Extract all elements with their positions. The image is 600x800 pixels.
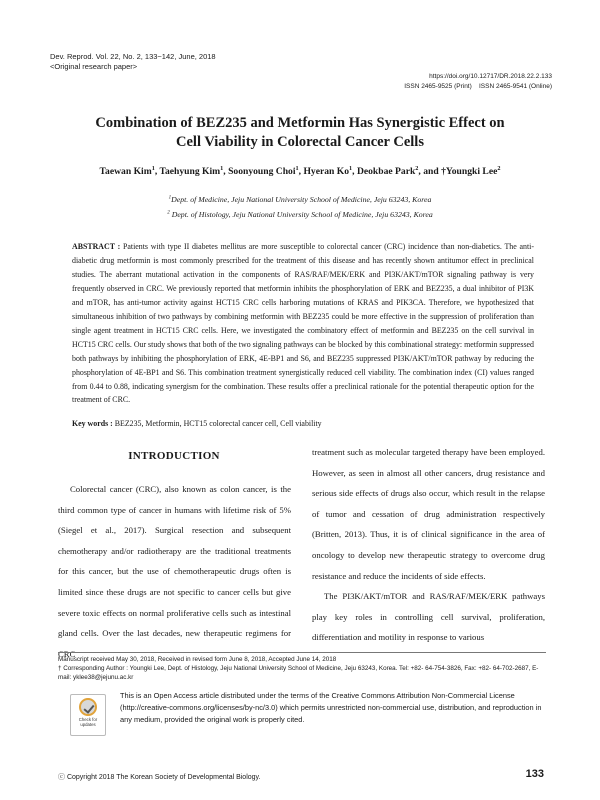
- article-type: <Original research paper>: [50, 62, 138, 71]
- intro-paragraph: treatment such as molecular targeted therapy have been employed. However, as seen in almost all other cancers, drug resistance and serious side effects of drugs also occur, which result in the relapse of tumor and cessation of drug administration respectively (Britten, 2013). Thus, it is of clinical significance in the area of oncology to develop new therapeutic strategy to overcome drug resistance and reduce the incidents of side effects.: [312, 447, 545, 581]
- journal-header: [50, 52, 216, 72]
- check-for-updates-badge[interactable]: Check for updates: [70, 694, 106, 736]
- keywords: [72, 417, 534, 430]
- abstract-label: ABSTRACT :: [72, 242, 121, 251]
- corresponding-author-note: † Corresponding Author : Youngki Lee, Dept. of Histology, Jeju National University School of Medicine, Jeju 63243, Korea. Tel: +82- 64-754-3826, Fax: +82- 64-702-2687, E-mail: yklee38@jejunu.ac.kr: [58, 665, 539, 681]
- author: Hyeran Ko$^1$,: [303, 164, 357, 177]
- journal-citation: Dev. Reprod. Vol. 22, No. 2, 133~142, June, 2018: [50, 52, 216, 61]
- doi-link[interactable]: https://doi.org/10.12717/DR.2018.22.2.133: [429, 73, 552, 80]
- doi-block: [404, 72, 552, 92]
- abstract-text: Patients with type II diabetes mellitus are more susceptible to colorectal cancer (CRC) incidence than non-diabetics. The anti-diabetic drug metformin is most commonly prescribed for the treatment of this disease and has recently shown antitumor effect in preclinical studies. The aberrant mutational activation in the components of RAS/RAF/MEK/ERK and PI3K/AKT/mTOR signaling pathway is very frequently observed in CRC. We previously reported that metformin inhibits the phosphorylation of ERK and BEZ235, a dual inhibitor of PI3K and mTOR, has anti-tumor activity against HCT15 CRC cells harboring mutations of KRAS and PIK3CA. Therefore, we hypothesized that simultaneous inhibition of two pathways by combining metformin with BEZ235 could be more effective in the suppression of proliferation than single agent treatment in HCT15 CRC cells. Here, we investigated the combinatory effect of metformin and BEZ235 on the cell survival in HCT15 CRC cells. Our study shows that both of the two signaling pathways can be blocked by this combinational strategy: metformin suppressed both pathways by inhibiting the phosphorylation of ERK, 4E-BP1 and S6, and BEZ235 suppressed PI3K/AKT/mTOR pathway by reducing the phosphorylation of 4E-BP1 and S6. This combination treatment synergistically reduced cell viability. The combination index (CI) values ranged from 0.44 to 0.88, indicating synergism for the combination. These results offer a preclinical rationale for the potential therapeutic option for the treatment of CRC.: [72, 242, 534, 405]
- intro-right-column: [312, 442, 545, 648]
- author: Soonyoung Choi$^1$,: [228, 164, 304, 177]
- author: Deokbae Park$^2$, and: [356, 164, 442, 177]
- footnote-divider: [58, 652, 546, 653]
- intro-left-column: Colorectal cancer (CRC), also known as colon cancer, is the third common type of cancer in humans with lifetime risk of 5% (Siegel et al., 2017). Surgical resection and subsequent chemotherapy and/or radiotherapy are the traditional treatments for this cancer, but the use of chemotherapeutic drugs often is limited since these drugs are not specific to cancer cells but give severe toxic effects on normal proliferative cells such as intestinal gland cells. Over the last decades, new therapeutic regimens for CRC: [58, 484, 291, 659]
- page-number: 133: [525, 768, 544, 780]
- keywords-text: BEZ235, Metformin, HCT15 colorectal cancer cell, Cell viability: [114, 419, 322, 428]
- article-title: [40, 114, 560, 152]
- corresponding-author: †Youngki Lee$^2$: [441, 164, 501, 177]
- footnotes: [58, 655, 548, 682]
- abstract: [72, 240, 534, 407]
- affiliation-1: $^1$Dept. of Medicine, Jeju National University School of Medicine, Jeju 63243, Korea: [168, 194, 432, 204]
- copyright-notice: ⓒ Copyright 2018 The Korean Society of Developmental Biology.: [58, 774, 261, 781]
- affiliation-2: $^2$ Dept. of Histology, Jeju National University School of Medicine, Jeju 63243, Korea: [167, 209, 433, 219]
- affiliations: [40, 192, 560, 222]
- issn-numbers: ISSN 2465-9525 (Print) ISSN 2465-9541 (Online): [404, 83, 552, 90]
- author: Taewan Kim$^1$,: [99, 164, 160, 177]
- section-heading-introduction: INTRODUCTION: [128, 450, 220, 462]
- author: Taehyung Kim$^1$,: [159, 164, 229, 177]
- check-for-updates-icon: [79, 698, 97, 716]
- keywords-label: Key words :: [72, 419, 113, 428]
- manuscript-dates: Manuscript received May 30, 2018, Received in revised form June 8, 2018, Accepted June 14, 2018: [58, 656, 337, 663]
- author-list: [40, 166, 560, 177]
- title-line-2: Cell Viability in Colorectal Cancer Cells: [176, 134, 424, 150]
- open-access-notice: This is an Open Access article distributed under the terms of the Creative Commons Attribution Non-Commercial License (http://creative-commons.org/licenses/by-nc/3.0) which permits unrestricted non-commercial use, distribution, and reproduction in any medium, provided the original work is properly cited.: [120, 691, 542, 724]
- intro-paragraph: The PI3K/AKT/mTOR and RAS/RAF/MEK/ERK pathways play key roles in controlling cell survival, proliferation, differentiation and motility in response to various: [312, 591, 545, 643]
- title-line-1: Combination of BEZ235 and Metformin Has Synergistic Effect on: [95, 115, 505, 131]
